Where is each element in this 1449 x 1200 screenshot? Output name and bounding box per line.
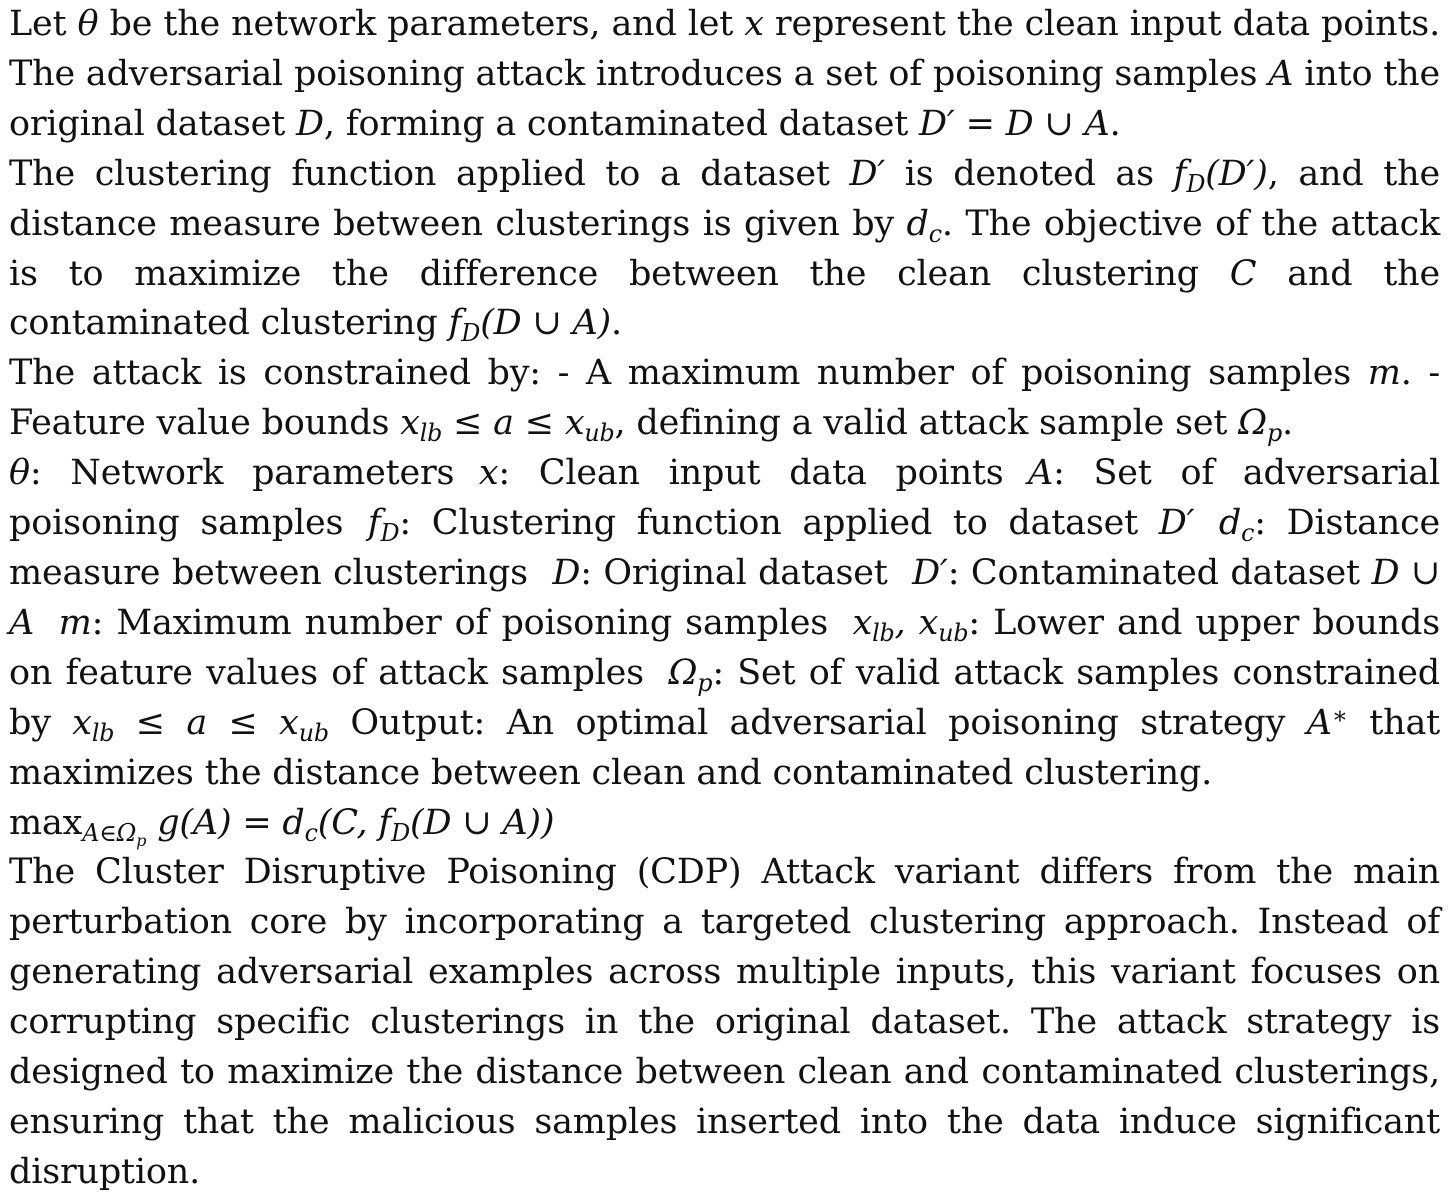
paragraph-objective: The clustering function applied to a dataset D′ is denoted as $f_D(D')$, and the distance measure between clusterings is given by $d_c$. The objective of the attack is to maximize the difference between the clean clustering C and the contaminated clustering $f_D(D$ ∪ A). [9, 153, 1440, 348]
math-fD-union: $f_D(D$ ∪ A) [448, 303, 612, 348]
math-theta: θ [77, 4, 99, 44]
math-x: x [744, 4, 764, 44]
math-m: m [1367, 353, 1401, 394]
math-D: D [296, 103, 324, 144]
math-dc: $d_c$ [906, 203, 942, 248]
math-contaminated-eq: D′ = D ∪ A [919, 103, 1110, 144]
document-body [9, 0, 1440, 1198]
math-A: A [1268, 53, 1294, 94]
math-Dprime: D′ [849, 153, 886, 194]
paragraph-cdp-variant: The Cluster Disruptive Poisoning (CDP) Attack variant differs from the main perturbation core by incorporating a targeted clustering approach. Instead of generating adversarial examples across multiple inputs, this variant focuses on corrupting specific clusterings in the original dataset. The attack strategy is designed to maximize the distance between clean and contaminated clusterings, ensuring that the malicious samples inserted into the data induce significant disruption. [9, 852, 1440, 1192]
math-fD: $f_D(D')$ [1173, 153, 1268, 198]
paragraph-constraints: The attack is constrained by: - A maximum number of poisoning samples m. - Feature value bounds $x_{lb} \le a \le x_{ub}$, defining a valid attack sample set $\Omega_p$. [9, 353, 1440, 448]
math-omega-p: $\Omega_p$ [1238, 403, 1283, 448]
paragraph-definitions: Let θ be the network parameters, and let x represent the clean input data points. The adversarial poisoning attack introduces a set of poisoning samples A into the original dataset D, forming a contaminated dataset D′ = D ∪ A. [9, 4, 1440, 144]
paragraph-notation-list: θ: Network parameters x: Clean input data points A: Set of adversarial poisoning samples $f_D$: Clustering function applied to dataset D′ $d_c$: Distance measure between clusterings D: Original dataset D′: Contaminated dataset D ∪ A m: Maximum number of poisoning samples $x_{lb}$, $x_{ub}$: Lower and upper bounds on feature values of attack samples $\Omega_p$: Set of valid attack samples constrained by $x_{lb} \le a \le x_{ub}$ Output: An optimal adversarial poisoning strategy A∗ that maximizes the distance between clean and contaminated clustering. [9, 453, 1440, 793]
math-C: C [1229, 253, 1257, 294]
equation-objective: $\max_{A\in\Omega_p} g(A) = d_c(C$, $f_D(D$ ∪ A)) [9, 802, 555, 850]
math-bounds: $x_{lb} \le a \le x_{ub}$ [400, 403, 615, 448]
